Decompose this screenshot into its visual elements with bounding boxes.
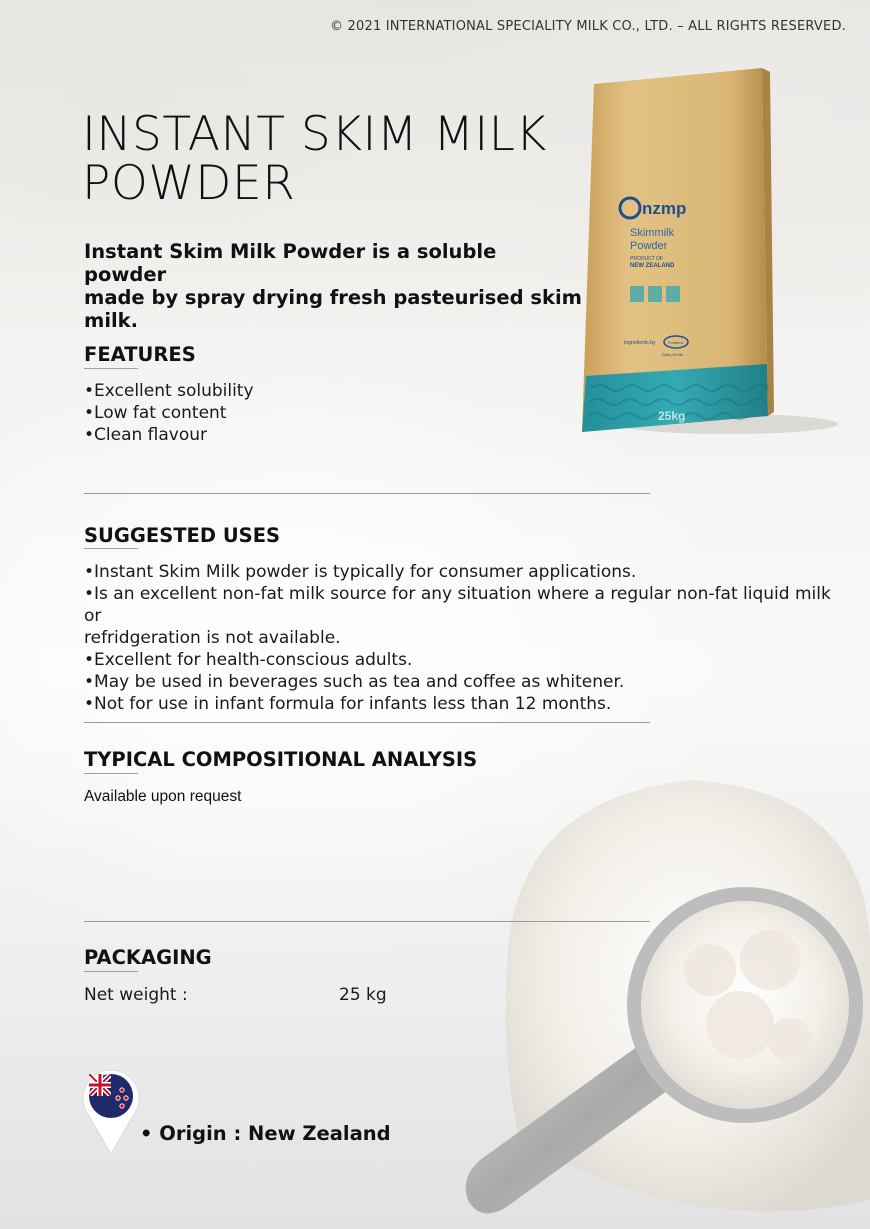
features-heading: FEATURES: [84, 343, 196, 366]
list-item: •Not for use in infant formula for infants less than 12 months.: [84, 694, 612, 714]
list-item: refridgeration is not available.: [84, 628, 341, 648]
origin-label: • Origin : New Zealand: [140, 1122, 391, 1145]
scoop-bowl-image: [460, 760, 870, 1229]
list-item: •Excellent solubility: [84, 381, 254, 401]
svg-text:Powder: Powder: [630, 240, 668, 252]
analysis-heading: TYPICAL COMPOSITIONAL ANALYSIS: [84, 748, 478, 771]
list-item: •May be used in beverages such as tea and coffee as whitener.: [84, 672, 625, 692]
svg-text:PRODUCT OF: PRODUCT OF: [630, 256, 663, 262]
net-weight-value: 25 kg: [339, 985, 387, 1005]
features-list: [84, 380, 254, 446]
new-zealand-flag-pin-icon: [82, 1068, 140, 1156]
suggested-uses-heading: SUGGESTED USES: [84, 524, 281, 547]
section-divider: [84, 722, 650, 723]
net-weight-label: Net weight :: [84, 985, 188, 1005]
list-item: •Excellent for health-conscious adults.: [84, 650, 413, 670]
svg-text:NEW ZEALAND: NEW ZEALAND: [630, 263, 675, 269]
svg-text:nzmp: nzmp: [642, 199, 687, 218]
list-item: •Low fat content: [84, 403, 227, 423]
milk-powder-bag-image: [578, 66, 838, 446]
list-item: •Instant Skim Milk powder is typically for consumer applications.: [84, 562, 637, 582]
analysis-heading-underline: [84, 773, 138, 774]
product-summary: Instant Skim Milk Powder is a soluble powder made by spray drying fresh pasteurised skim milk.: [84, 240, 582, 332]
section-divider: [84, 921, 650, 922]
suggested-uses-heading-underline: [84, 548, 138, 549]
svg-text:25kg: 25kg: [658, 409, 686, 423]
svg-text:Dairy for life: Dairy for life: [662, 352, 684, 357]
packaging-heading-underline: [84, 971, 138, 972]
copyright-notice: © 2021 INTERNATIONAL SPECIALITY MILK CO., LTD. – ALL RIGHTS RESERVED.: [330, 19, 846, 34]
features-heading-underline: [84, 368, 138, 369]
list-item: •Is an excellent non-fat milk source for any situation where a regular non-fat liquid milk or: [84, 584, 831, 626]
list-item: •Clean flavour: [84, 425, 208, 445]
svg-text:Ingredients by: Ingredients by: [624, 340, 656, 346]
section-divider: [84, 493, 650, 494]
page-title: INSTANT SKIM MILK POWDER: [82, 107, 547, 211]
svg-text:Fonterra: Fonterra: [668, 340, 684, 345]
svg-text:Skimmilk: Skimmilk: [630, 227, 674, 239]
suggested-uses-list: [84, 561, 844, 715]
analysis-text: Available upon request: [84, 788, 242, 805]
packaging-heading: PACKAGING: [84, 946, 212, 969]
